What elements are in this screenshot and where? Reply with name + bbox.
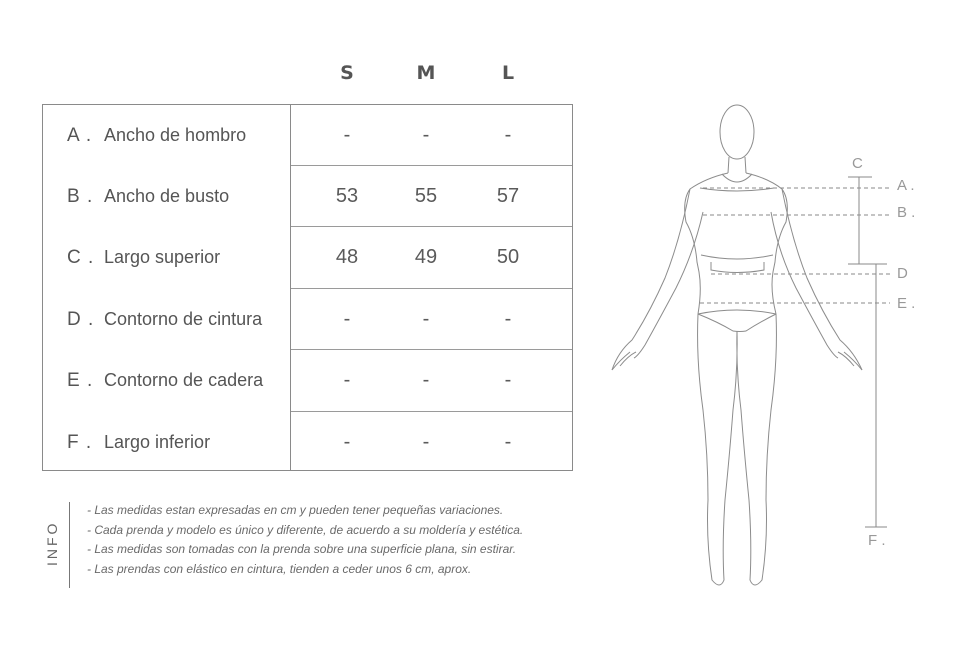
size-header-m: M bbox=[416, 62, 436, 84]
row-letter: F . bbox=[67, 431, 93, 453]
table-cell: - bbox=[504, 308, 512, 330]
table-cell: - bbox=[504, 369, 512, 391]
table-cell: 57 bbox=[496, 185, 520, 207]
row-letter: E . bbox=[67, 369, 94, 391]
size-table bbox=[42, 104, 573, 471]
measurement-labels bbox=[852, 155, 915, 549]
table-cell: - bbox=[343, 431, 351, 453]
marker-label-b: B . bbox=[897, 204, 916, 221]
row-name: Contorno de cintura bbox=[104, 309, 263, 329]
marker-label-c: C bbox=[852, 155, 863, 172]
table-row-label bbox=[67, 412, 210, 473]
marker-label-d: D bbox=[897, 265, 908, 282]
table-cell: - bbox=[422, 431, 430, 453]
info-divider bbox=[69, 502, 70, 588]
table-cell: - bbox=[343, 124, 351, 146]
row-letter: C . bbox=[67, 246, 95, 268]
table-row-label bbox=[67, 289, 262, 350]
table-cell: 55 bbox=[414, 185, 438, 207]
table-row-label bbox=[67, 105, 246, 166]
table-cell: - bbox=[343, 308, 351, 330]
size-header-s: S bbox=[340, 62, 354, 84]
table-cell: 49 bbox=[414, 246, 438, 268]
table-row-label bbox=[67, 350, 263, 411]
table-cell: - bbox=[504, 431, 512, 453]
table-cell: - bbox=[422, 369, 430, 391]
measurement-guides bbox=[700, 177, 890, 527]
table-cell: - bbox=[504, 124, 512, 146]
table-cell: - bbox=[343, 369, 351, 391]
info-note: - Las prendas con elástico en cintura, tienden a ceder unos 6 cm, aprox. bbox=[87, 562, 472, 576]
info-note: - Las medidas estan expresadas en cm y pueden tener pequeñas variaciones. bbox=[87, 503, 504, 517]
row-name: Ancho de busto bbox=[104, 186, 230, 206]
table-cell: 48 bbox=[335, 246, 359, 268]
mannequin-outline bbox=[612, 105, 862, 585]
size-header-l: L bbox=[501, 62, 515, 84]
row-name: Contorno de cadera bbox=[104, 370, 264, 390]
table-row-label bbox=[67, 227, 220, 288]
row-letter: B . bbox=[67, 185, 94, 207]
table-cell: - bbox=[422, 308, 430, 330]
marker-label-f: F . bbox=[868, 532, 886, 549]
table-row-label bbox=[67, 166, 229, 227]
info-title: INFO bbox=[44, 520, 60, 566]
info-note: - Las medidas son tomadas con la prenda sobre una superficie plana, sin estirar. bbox=[87, 542, 517, 556]
row-letter: D . bbox=[67, 308, 95, 330]
row-name: Largo inferior bbox=[104, 432, 211, 452]
marker-label-e: E . bbox=[897, 295, 916, 312]
row-letter: A . bbox=[67, 124, 93, 146]
row-name: Ancho de hombro bbox=[104, 125, 247, 145]
table-cell: - bbox=[422, 124, 430, 146]
info-note: - Cada prenda y modelo es único y diferente, de acuerdo a su moldería y estética. bbox=[87, 523, 524, 537]
table-cell: 53 bbox=[335, 185, 359, 207]
row-name: Largo superior bbox=[104, 247, 221, 267]
table-cell: 50 bbox=[496, 246, 520, 268]
body-measurement-figure bbox=[600, 95, 930, 595]
marker-label-a: A . bbox=[897, 177, 915, 194]
